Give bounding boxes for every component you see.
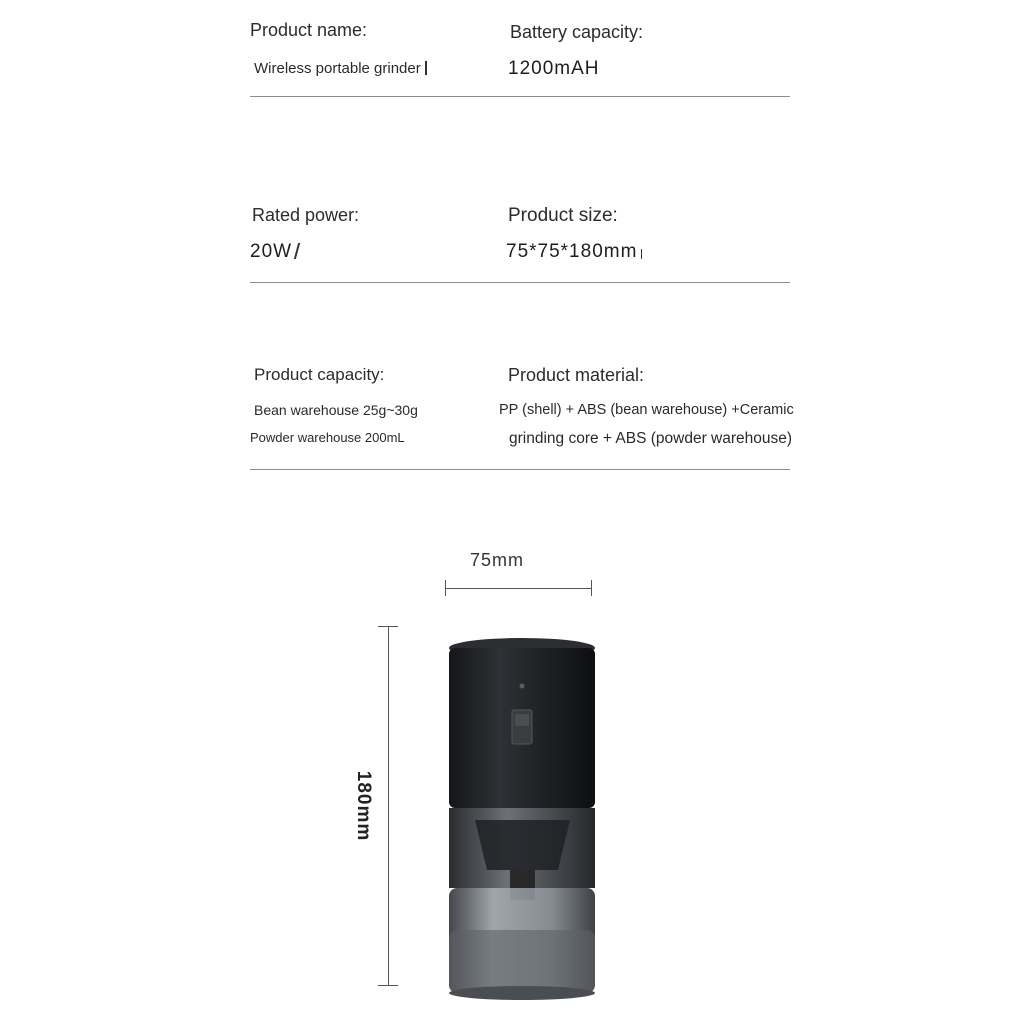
powder-warehouse-value: Powder warehouse 200mL <box>250 430 405 445</box>
text-caret <box>641 249 642 259</box>
product-size-value: 75*75*180mm <box>506 241 642 263</box>
product-material-line2: grinding core + ABS (powder warehouse) <box>509 430 793 447</box>
bean-warehouse-value: Bean warehouse 25g~30g <box>254 402 418 418</box>
divider <box>250 96 790 97</box>
battery-capacity-value: 1200mAH <box>508 58 600 79</box>
product-name-label: Product name: <box>250 20 368 40</box>
product-size-label: Product size: <box>508 205 618 226</box>
rated-power-value: 20W <box>250 241 298 263</box>
product-material-label: Product material: <box>508 365 645 385</box>
battery-capacity-label: Battery capacity: <box>510 22 644 42</box>
divider <box>250 469 790 470</box>
text-caret <box>294 243 300 259</box>
divider <box>250 282 790 283</box>
product-material-line1: PP (shell) + ABS (bean warehouse) +Ceramic <box>499 402 794 418</box>
product-capacity-label: Product capacity: <box>254 365 385 384</box>
text-caret <box>425 61 427 75</box>
spec-row-2 <box>250 205 790 285</box>
width-dimension-line <box>445 580 592 596</box>
grinder-product-image <box>440 630 605 1002</box>
spec-row-1 <box>250 20 790 100</box>
height-dimension-line <box>378 626 398 986</box>
rated-power-label: Rated power: <box>252 205 360 225</box>
width-dimension-label: 75mm <box>470 550 525 570</box>
spec-row-3 <box>250 365 794 475</box>
product-name-value: Wireless portable grinder <box>254 60 427 77</box>
height-dimension-label: 180mm <box>353 770 374 842</box>
